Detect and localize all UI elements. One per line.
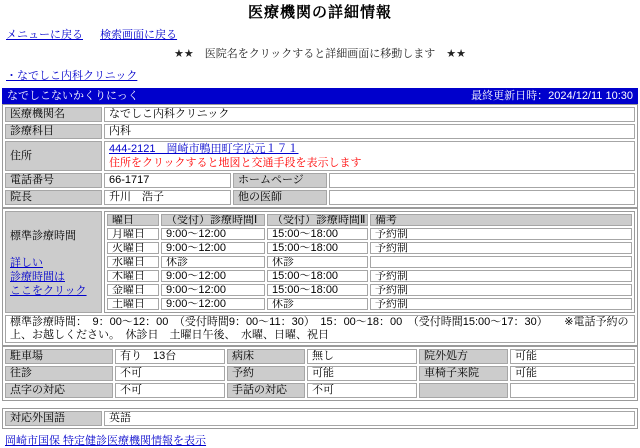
facility-label: 車椅子来院 (419, 366, 508, 381)
schedule-header-cell: （受付）診療時間Ⅱ (267, 214, 368, 226)
detail-panel (2, 88, 638, 448)
homepage-label: ホームページ (233, 173, 327, 188)
other-doctors-label: 他の医師 (233, 190, 327, 205)
name-label: 医療機関名 (5, 107, 102, 122)
kokuho-checkup-info-link[interactable]: 岡崎市国保 特定健診医療機関情報を表示 (5, 435, 207, 447)
detailed-schedule-link[interactable]: 詳しい (10, 257, 43, 269)
clinic-name-link[interactable]: ・なでしこ内科クリニック (6, 70, 138, 82)
schedule-value-cell: 9:00～12:00 (161, 298, 265, 310)
schedule-label: 標準診療時間 (10, 230, 76, 242)
detailed-schedule-link[interactable]: ここをクリック (10, 285, 87, 297)
schedule-value-cell: 予約制 (370, 270, 632, 282)
schedule-day-cell: 木曜日 (107, 270, 159, 282)
phone-value: 66-1717 (104, 173, 231, 188)
schedule-value-cell: 15:00～18:00 (267, 284, 368, 296)
schedule-value-cell: 休診 (267, 256, 368, 268)
facility-label: 予約 (227, 366, 305, 381)
schedule-day-cell: 土曜日 (107, 298, 159, 310)
phone-label: 電話番号 (5, 173, 102, 188)
homepage-value (329, 173, 635, 188)
facility-label: 点字の対応 (5, 383, 113, 398)
schedule-row (107, 256, 632, 268)
facility-label: 病床 (227, 349, 305, 364)
clinic-header-bar (2, 88, 638, 104)
nav-links (6, 26, 640, 42)
schedule-row (107, 298, 632, 310)
info-row-address (5, 141, 635, 171)
info-row-director (5, 190, 635, 205)
schedule-row (107, 228, 632, 240)
schedule-day-cell: 月曜日 (107, 228, 159, 240)
facility-value: 不可 (307, 383, 417, 398)
facilities-row (5, 349, 635, 364)
facility-value: 可能 (510, 349, 635, 364)
dept-label: 診療科目 (5, 124, 102, 139)
facility-label: 院外処方 (419, 349, 508, 364)
last-updated: 最終更新日時：2024/12/11 10:30 (471, 90, 633, 102)
schedule-value-cell: 15:00～18:00 (267, 242, 368, 254)
address-note: 住所をクリックすると地図と交通手段を表示します (109, 157, 362, 169)
director-value: 升川 浩子 (104, 190, 231, 205)
schedule-value-cell: 15:00～18:00 (267, 228, 368, 240)
schedule-header-cell: 曜日 (107, 214, 159, 226)
schedule-header-cell: （受付）診療時間Ⅰ (161, 214, 265, 226)
schedule-value-cell (370, 256, 632, 268)
schedule-summary: 標準診療時間： 9：00～12：00 （受付時間9：00～11：30） 15：00～18：00 （受付時間15:00～17：30） ※電話予約の上、お越しください。 休診日 土曜日午後、 水曜、日曜、祝日 (5, 315, 635, 343)
address-label: 住所 (5, 141, 102, 171)
page-title: 医療機関の詳細情報 (247, 4, 392, 21)
facility-value: 可能 (307, 366, 417, 381)
dept-value: 内科 (104, 124, 635, 139)
schedule-value-cell: 9:00～12:00 (161, 284, 265, 296)
director-label: 院長 (5, 190, 102, 205)
facility-label (419, 383, 508, 398)
facility-value: 可能 (510, 366, 635, 381)
language-value: 英語 (104, 411, 635, 426)
info-row-phone (5, 173, 635, 188)
facility-label: 手話の対応 (227, 383, 305, 398)
other-doctors-value (329, 190, 635, 205)
schedule-table (104, 211, 635, 313)
facility-label: 往診 (5, 366, 113, 381)
name-value: なでしこ内科クリニック (104, 107, 635, 122)
schedule-row (107, 284, 632, 296)
facilities-row (5, 366, 635, 381)
language-label: 対応外国語 (5, 411, 102, 426)
back-to-search-link[interactable]: 検索画面に戻る (100, 29, 178, 41)
schedule-day-cell: 火曜日 (107, 242, 159, 254)
facility-value (510, 383, 635, 398)
schedule-value-cell: 9:00～12:00 (161, 270, 265, 282)
facility-value: 不可 (115, 366, 225, 381)
schedule-day-cell: 水曜日 (107, 256, 159, 268)
address-cell (104, 141, 635, 171)
info-row-dept (5, 124, 635, 139)
clinic-kana-name: なでしこないかくりにっく (7, 90, 139, 102)
schedule-value-cell: 予約制 (370, 242, 632, 254)
facility-value: 不可 (115, 383, 225, 398)
schedule-day-cell: 金曜日 (107, 284, 159, 296)
schedule-value-cell: 予約制 (370, 228, 632, 240)
facilities-row (5, 383, 635, 398)
address-map-link[interactable]: 444-2121 岡崎市鴨田町字広元１７１ (109, 143, 299, 155)
schedule-value-cell: 予約制 (370, 284, 632, 296)
schedule-value-cell: 予約制 (370, 298, 632, 310)
back-to-menu-link[interactable]: メニューに戻る (6, 29, 83, 41)
schedule-section (2, 208, 638, 346)
notice-text: ★★ 医院名をクリックすると詳細画面に移動します ★★ (173, 48, 466, 60)
schedule-label-cell (5, 211, 102, 313)
schedule-value-cell: 休診 (161, 256, 265, 268)
language-row (5, 411, 635, 426)
language-table (2, 408, 638, 429)
schedule-value-cell: 15:00～18:00 (267, 270, 368, 282)
detailed-schedule-link[interactable]: 診療時間は (10, 271, 65, 283)
facility-value: 有り 13台 (115, 349, 225, 364)
schedule-value-cell: 9:00～12:00 (161, 228, 265, 240)
schedule-value-cell: 9:00～12:00 (161, 242, 265, 254)
info-table (2, 104, 638, 208)
schedule-header-cell: 備考 (370, 214, 632, 226)
schedule-row (107, 270, 632, 282)
facility-label: 駐車場 (5, 349, 113, 364)
schedule-row (107, 242, 632, 254)
detailed-schedule-links (10, 256, 97, 298)
facilities-table (2, 346, 638, 401)
facility-value: 無し (307, 349, 417, 364)
schedule-header-row (107, 214, 632, 226)
info-row-name (5, 107, 635, 122)
schedule-value-cell: 休診 (267, 298, 368, 310)
